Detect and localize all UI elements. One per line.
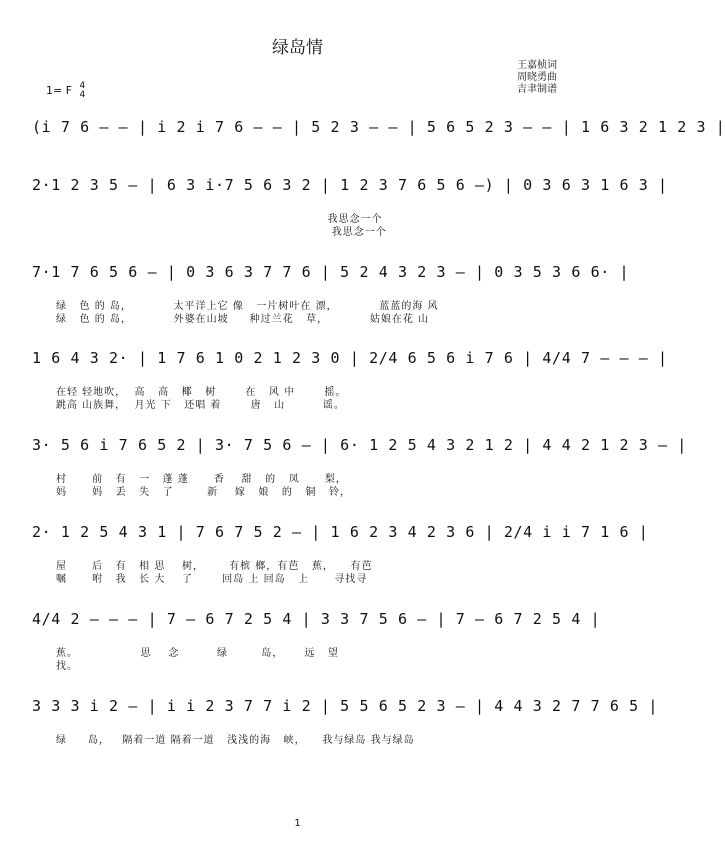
score-system-8 xyxy=(32,697,658,757)
lyrics-verse-1: 绿 色 的 岛， 太平洋上它 像 一片树叶在 漂， 蓝蓝的海 风 xyxy=(56,301,439,312)
key-signature xyxy=(46,82,85,100)
notation-row: 1 6 4 3 2· | 1 7 6 1 0 2 1 2 3 0 | 2/4 6 5 6 i 7 6 | 4/4 7 — — — | xyxy=(32,349,668,367)
lyrics-verse-2: 我思念一个 xyxy=(56,227,387,238)
score-system-1 xyxy=(32,118,725,178)
notation-row: 3· 5 6 i 7 6 5 2 | 3· 7 5 6 — | 6· 1 2 5 4 3 2 1 2 | 4 4 2 1 2 3 — | xyxy=(32,436,687,454)
song-title: 绿岛情 xyxy=(272,38,323,58)
lyrics-verse-2: 绿 色 的 岛， 外婆在山坡 种过兰花 草， 姑娘在花 山 xyxy=(56,314,430,325)
score-system-4 xyxy=(32,349,668,411)
time-signature-top: 4 xyxy=(79,81,86,91)
page-number: 1 xyxy=(294,818,301,829)
notation-row: 4/4 2 — — — | 7 — 6 7 2 5 4 | 3 3 7 5 6 — | 7 — 6 7 2 5 4 | xyxy=(32,610,601,628)
time-signature-bottom: 4 xyxy=(79,90,86,100)
lyrics-verse-1: 屋 后 有 相 思 树， 有槟 榔，有芭 蕉， 有芭 xyxy=(56,561,373,572)
lyrics-verse-2: 跳高 山族舞， 月光 下 还唱 着 唐 山 谣。 xyxy=(56,400,345,411)
lyricist-credit: 王嘉桢词 xyxy=(517,60,557,71)
notation-row: 2· 1 2 5 4 3 1 | 7 6 7 5 2 — | 1 6 2 3 4 2 3 6 | 2/4 i i 7 1 6 | xyxy=(32,523,649,541)
score-system-6 xyxy=(32,523,649,585)
lyrics-verse-2: 找。 xyxy=(56,661,78,672)
lyrics-verse-1: 蕉。 思 念 绿 岛， 远 望 xyxy=(56,648,339,659)
notation-row: 2·1 2 3 5 — | 6 3 i·7 5 6 3 2 | 1 2 3 7 6 5 6 —) | 0 3 6 3 1 6 3 | xyxy=(32,176,668,194)
transcriber-credit: 吉聿制谱 xyxy=(517,84,557,95)
score-system-5 xyxy=(32,436,687,498)
lyrics-verse-2: 妈 妈 丢 失 了 新 嫁 娘 的 铜 铃， xyxy=(56,487,351,498)
score-system-7 xyxy=(32,610,601,672)
notation-row: 3 3 3 i 2 — | i i 2 3 7 7 i 2 | 5 5 6 5 2 3 — | 4 4 3 2 7 7 6 5 | xyxy=(32,697,658,715)
lyrics-verse-2: 嘱 咐 我 长 大 了 回岛 上 回岛 上 寻找寻 xyxy=(56,574,368,585)
lyrics-verse-1: 绿 岛， 隔着一道 隔着一道 浅浅的海 峡， 我与绿岛 我与绿岛 xyxy=(56,735,415,746)
composer-credit: 周晓勇曲 xyxy=(517,72,557,83)
notation-row: (i 7 6 — — | i 2 i 7 6 — — | 5 2 3 — — | 5 6 5 2 3 — — | 1 6 3 2 1 2 3 | xyxy=(32,118,725,136)
lyrics-verse-1: 在轻 轻地吹， 高 高 椰 树 在 风 中 摇。 xyxy=(56,387,347,398)
score-system-2 xyxy=(32,176,668,238)
credits-block xyxy=(517,60,557,96)
notation-row: 7·1 7 6 5 6 — | 0 3 6 3 7 7 6 | 5 2 4 3 2 3 — | 0 3 5 3 6 6· | xyxy=(32,263,630,281)
lyrics-verse-1: 村 前 有 一 蓬 蓬 香 甜 的 凤 梨， xyxy=(56,474,347,485)
score-system-3 xyxy=(32,263,630,325)
key-label: 1= F xyxy=(46,84,73,97)
lyrics-verse-1: 我思念一个 xyxy=(56,214,383,225)
time-signature xyxy=(80,82,86,100)
